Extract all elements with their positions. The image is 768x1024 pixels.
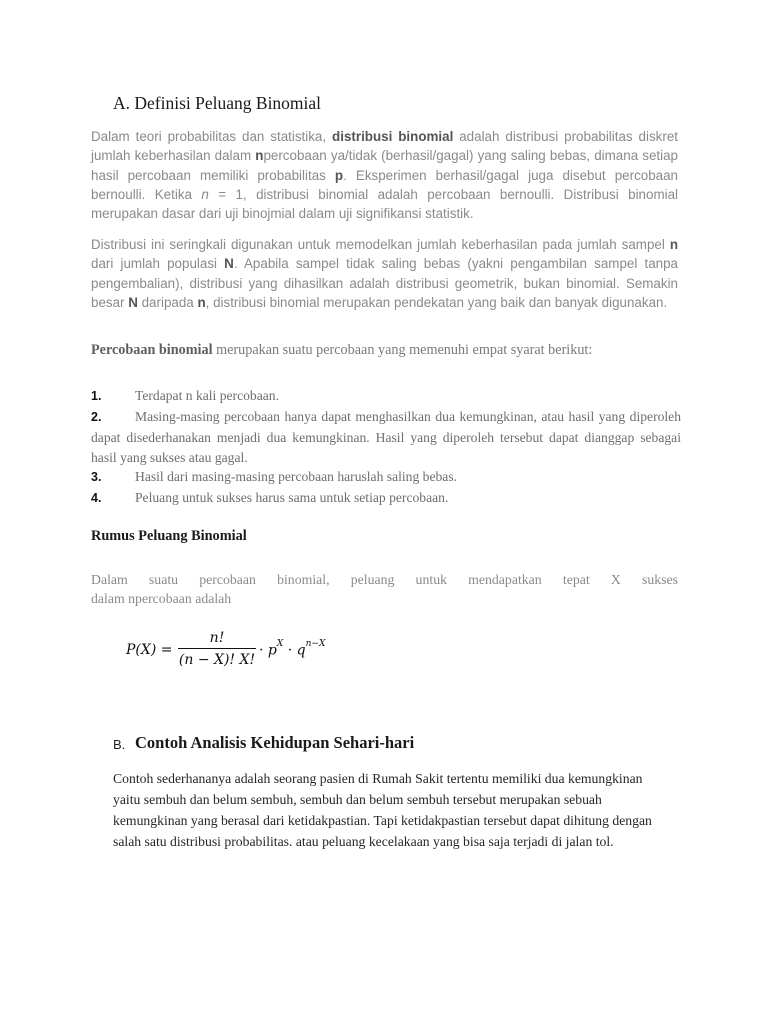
section-b-letter: B. xyxy=(113,737,126,752)
text-run: dari jumlah populasi xyxy=(91,256,225,272)
list-text: Peluang untuk sukses harus sama untuk setiap percobaan. xyxy=(135,490,449,505)
formula-denominator: (n − X)! X! xyxy=(178,652,256,668)
text-run: daripada xyxy=(137,294,198,310)
formula-heading: Rumus Peluang Binomial xyxy=(91,528,247,544)
bold-term: Percobaan binomial xyxy=(91,342,213,358)
section-a-heading: A. Definisi Peluang Binomial xyxy=(113,93,322,113)
bold-term: N xyxy=(128,294,138,310)
usage-paragraph xyxy=(91,235,678,312)
formula-lhs: P(X) = xyxy=(126,642,173,658)
text-run: Distribusi ini seringkali digunakan untuk memodelkan jumlah keberhasilan pada jumlah sampel xyxy=(91,237,670,252)
bold-term: n xyxy=(255,148,264,164)
list-number: 4. xyxy=(91,491,102,505)
example-paragraph: Contoh sederhananya adalah seorang pasien di Rumah Sakit tertentu memiliki dua kemungkinan yaitu sembuh dan belum sembuh, sembuh dan belum sembuh tersebut merupakan sebuah kemungkinan yang berasal dari ketidakpastian. Tapi ketidakpastian tersebut dapat dihitung dengan salah satu distribusi probabilitas. atau peluang kecelakaan yang bisa saja terjadi di jalan tol. xyxy=(113,771,652,849)
formula-rhs xyxy=(259,639,326,659)
list-item xyxy=(91,467,681,488)
bold-term: n xyxy=(197,294,206,310)
list-number: 1. xyxy=(91,389,102,403)
bold-term: n xyxy=(669,237,678,252)
formula-intro-line-1: Dalam suatu percobaan binomial, peluang untuk mendapatkan tepat X sukses xyxy=(91,572,678,587)
formula-exponent-x: X xyxy=(276,639,284,649)
text-run: = 1, distribusi binomial adalah percobaan bernoulli. Distribusi binomial merupakan dasar dari uji binojmial dalam uji signifikansi statistik. xyxy=(91,186,678,222)
text-run: merupakan suatu percobaan yang memenuhi empat syarat berikut: xyxy=(212,342,593,358)
section-b-heading: Contoh Analisis Kehidupan Sehari-hari xyxy=(135,733,415,752)
formula-fraction xyxy=(178,628,256,671)
formula-exponent-n-minus-x: n−X xyxy=(305,639,326,649)
bold-term: N xyxy=(224,256,234,272)
conditions-intro xyxy=(91,342,681,359)
text-run: percobaan ya/tidak (berhasil/gagal) yang saling bebas, dimana setiap hasil percobaan memiliki probabilitas xyxy=(91,148,679,183)
list-number: 2. xyxy=(91,410,102,424)
bold-term: distribusi binomial xyxy=(332,129,454,144)
list-item xyxy=(91,488,681,509)
text-run: adalah distribusi probabilitas diskret jumlah keberhasilan dalam xyxy=(91,129,678,164)
text-run: Dalam teori probabilitas dan statistika, xyxy=(91,129,333,144)
bold-term: p xyxy=(334,167,344,183)
list-text: Terdapat n kali percobaan. xyxy=(135,388,279,403)
formula-term-p: · p xyxy=(259,642,277,659)
definition-paragraph xyxy=(91,127,678,223)
text-run: , distribusi binomial merupakan pendekatan yang baik dan banyak digunakan. xyxy=(205,294,668,310)
text-run: . Apabila sampel tidak saling bebas (yakni pengambilan sampel tanpa pengembalian), distribusi yang dihasilkan adalah distribusi geometrik, bukan binomial. Semakin besar xyxy=(91,256,678,310)
list-text: Masing-masing percobaan hanya dapat menghasilkan dua kemungkinan, atau hasil yang diperoleh dapat disederhanakan menjadi dua kemungkinan. Hasil yang diperoleh tersebut dapat dianggap sebagai hasil yang sukses atau gagal. xyxy=(91,409,681,465)
list-text: Hasil dari masing-masing percobaan haruslah saling bebas. xyxy=(135,469,458,484)
formula-term-q: · q xyxy=(283,642,306,659)
list-item xyxy=(91,386,681,407)
list-number: 3. xyxy=(91,470,102,484)
formula-intro-line-2: dalam npercobaan adalah xyxy=(91,591,232,606)
text-run: . Eksperimen berhasil/gagal juga disebut percobaan bernoulli. Ketika xyxy=(91,167,679,202)
formula-numerator: n! xyxy=(209,630,225,646)
list-item xyxy=(91,407,681,469)
italic-term: n xyxy=(201,186,209,202)
